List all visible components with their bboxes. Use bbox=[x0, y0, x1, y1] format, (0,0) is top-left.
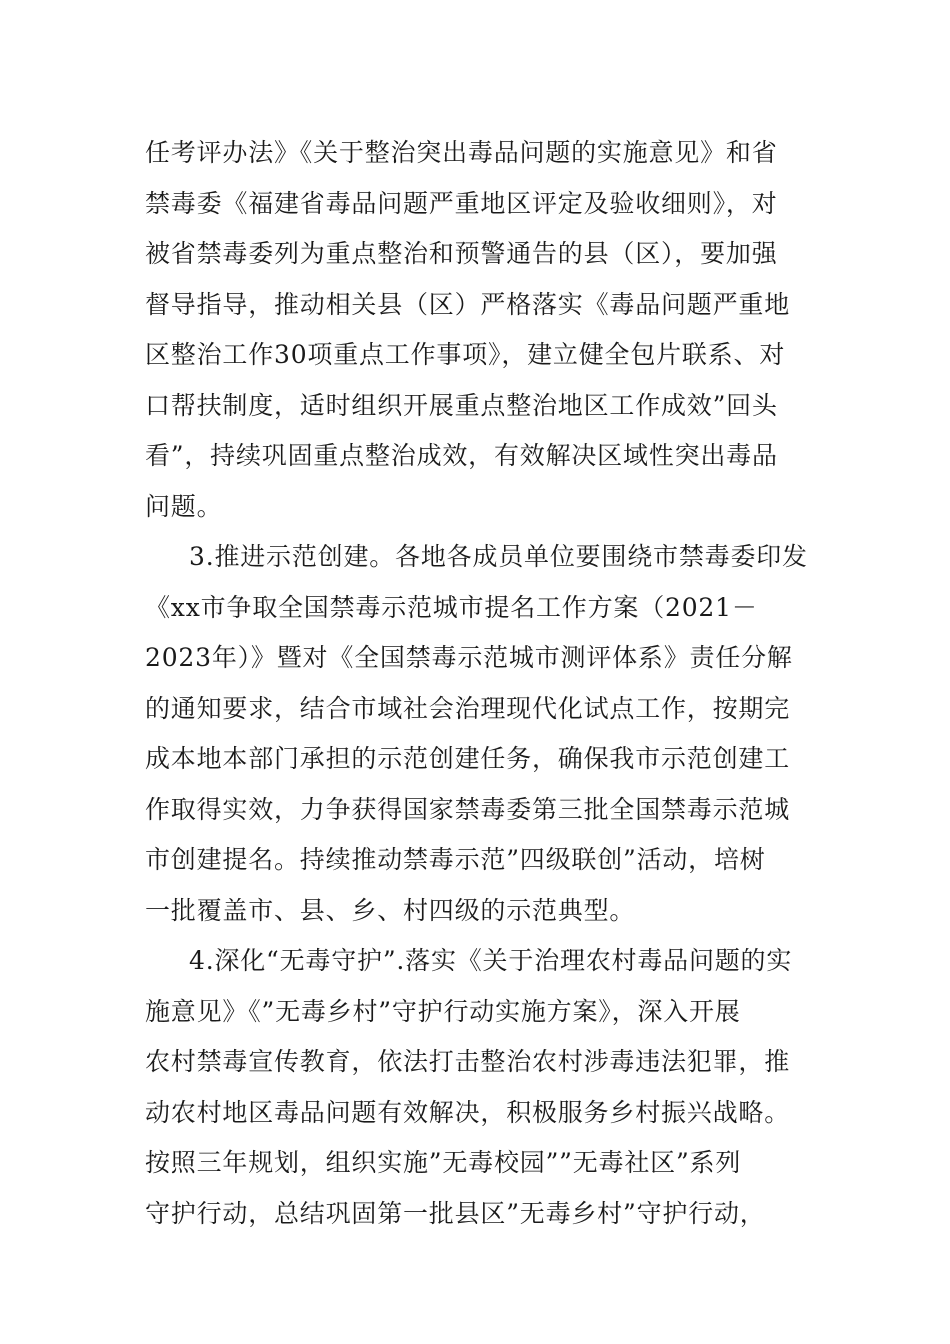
text-line: 一批覆盖市、县、乡、村四级的示范典型。 bbox=[145, 895, 636, 925]
text-line: 被省禁毒委列为重点整治和预警通告的县（区），要加强 bbox=[145, 239, 778, 268]
text-line: 农村禁毒宣传教育，依法打击整治农村涉毒违法犯罪，推 bbox=[145, 1047, 791, 1076]
text-line: 作取得实效，力争获得国家禁毒委第三批全国禁毒示范城 bbox=[145, 794, 791, 824]
text-line: 《xx市争取全国禁毒示范城市提名工作方案（2021－ bbox=[145, 592, 758, 622]
text-line: 区整治工作30项重点工作事项》，建立健全包片联系、对 bbox=[145, 340, 786, 369]
text-line: 4.深化“无毒守护”.落实《关于治理农村毒品问题的实 bbox=[189, 946, 793, 975]
text-line: 成本地本部门承担的示范创建任务，确保我市示范创建工 bbox=[145, 744, 791, 773]
text-line: 3.推进示范创建。各地各成员单位要围绕市禁毒委印发 bbox=[189, 542, 808, 571]
text-line: 按照三年规划，组织实施”无毒校园””无毒社区”系列 bbox=[145, 1148, 742, 1177]
text-line: 问题。 bbox=[145, 491, 223, 521]
text-line: 任考评办法》《关于整治突出毒品问题的实施意见》和省 bbox=[145, 138, 778, 167]
text-line: 施意见》《”无毒乡村”守护行动实施方案》，深入开展 bbox=[145, 996, 741, 1026]
text-line: 口帮扶制度，适时组织开展重点整治地区工作成效”回头 bbox=[145, 390, 778, 420]
text-line: 督导指导，推动相关县（区）严格落实《毒品问题严重地 bbox=[145, 289, 791, 319]
text-line: 2023年）》暨对《全国禁毒示范城市测评体系》责任分解 bbox=[145, 643, 793, 672]
text-line: 禁毒委《福建省毒品问题严重地区评定及验收细则》，对 bbox=[145, 188, 778, 218]
text-line: 看”，持续巩固重点整治成效，有效解决区域性突出毒品 bbox=[145, 441, 778, 470]
text-line: 守护行动，总结巩固第一批县区”无毒乡村”守护行动， bbox=[145, 1198, 766, 1228]
text-line: 动农村地区毒品问题有效解决，积极服务乡村振兴战略。 bbox=[145, 1097, 791, 1127]
text-line: 市创建提名。持续推动禁毒示范”四级联创”活动，培树 bbox=[145, 845, 766, 874]
text-line: 的通知要求，结合市域社会治理现代化试点工作，按期完 bbox=[145, 693, 791, 723]
body-text bbox=[145, 128, 811, 1239]
